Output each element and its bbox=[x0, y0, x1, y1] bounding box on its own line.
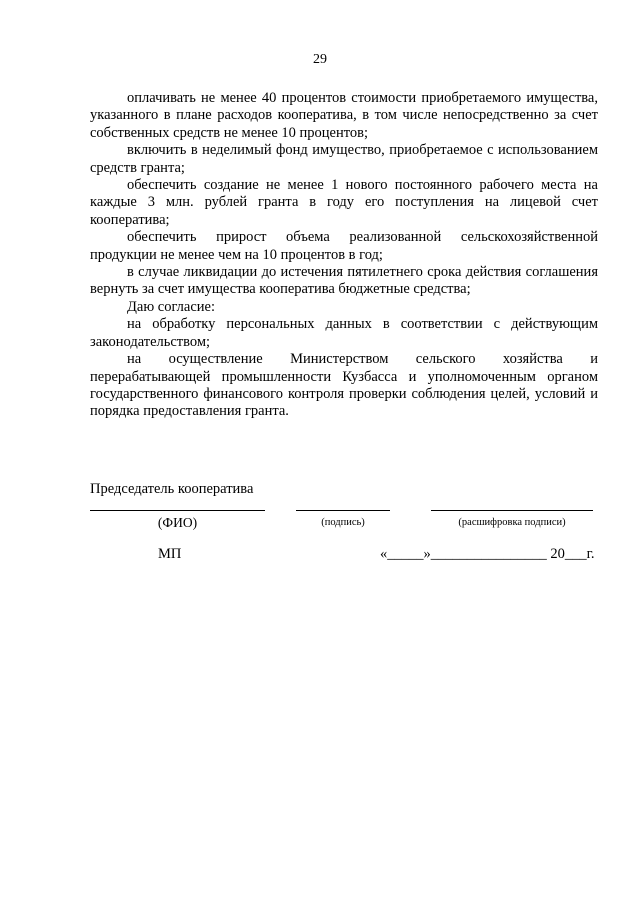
paragraph: в случае ликвидации до истечения пятилетнего срока действия соглашения вернуть за счет имущества кооператива бюджетные средства; bbox=[90, 264, 598, 298]
signature-title: Председатель кооператива bbox=[90, 481, 254, 497]
paragraph: Даю согласие: bbox=[127, 298, 216, 315]
signature-decode-caption: (расшифровка подписи) bbox=[458, 517, 566, 528]
paragraph: включить в неделимый фонд имущество, приобретаемое с использованием средств гранта; bbox=[90, 142, 598, 176]
signature-caption: (подпись) bbox=[321, 517, 365, 528]
signature-line bbox=[296, 510, 390, 511]
fio-line bbox=[90, 510, 265, 511]
signature-decode-line bbox=[431, 510, 593, 511]
fio-caption: (ФИО) bbox=[157, 515, 198, 530]
paragraph: обеспечить создание не менее 1 нового постоянного рабочего места на каждые 3 млн. рублей гранта в году его поступления на лицевой счет кооператива; bbox=[90, 177, 598, 228]
stamp-label: МП bbox=[158, 546, 182, 562]
paragraph: оплачивать не менее 40 процентов стоимости приобретаемого имущества, указанного в плане расходов кооператива, в том числе непосредственно за счет собственных средств не менее 10 процентов; bbox=[90, 90, 598, 141]
paragraph: на обработку персональных данных в соответствии с действующим законодательством; bbox=[90, 316, 598, 350]
date-line: «_____»________________ 20___г. bbox=[380, 546, 595, 562]
document-body bbox=[90, 90, 598, 421]
paragraph: обеспечить прирост объема реализованной сельскохозяйственной продукции не менее чем на 10 процентов в год; bbox=[90, 229, 598, 263]
page-number: 29 bbox=[313, 52, 327, 67]
paragraph: на осуществление Министерством сельского хозяйства и перерабатывающей промышленности Кузбасса и уполномоченным органом государственного финансового контроля проверки соблюдения целей, условий и порядка предоставления гранта. bbox=[90, 351, 598, 420]
